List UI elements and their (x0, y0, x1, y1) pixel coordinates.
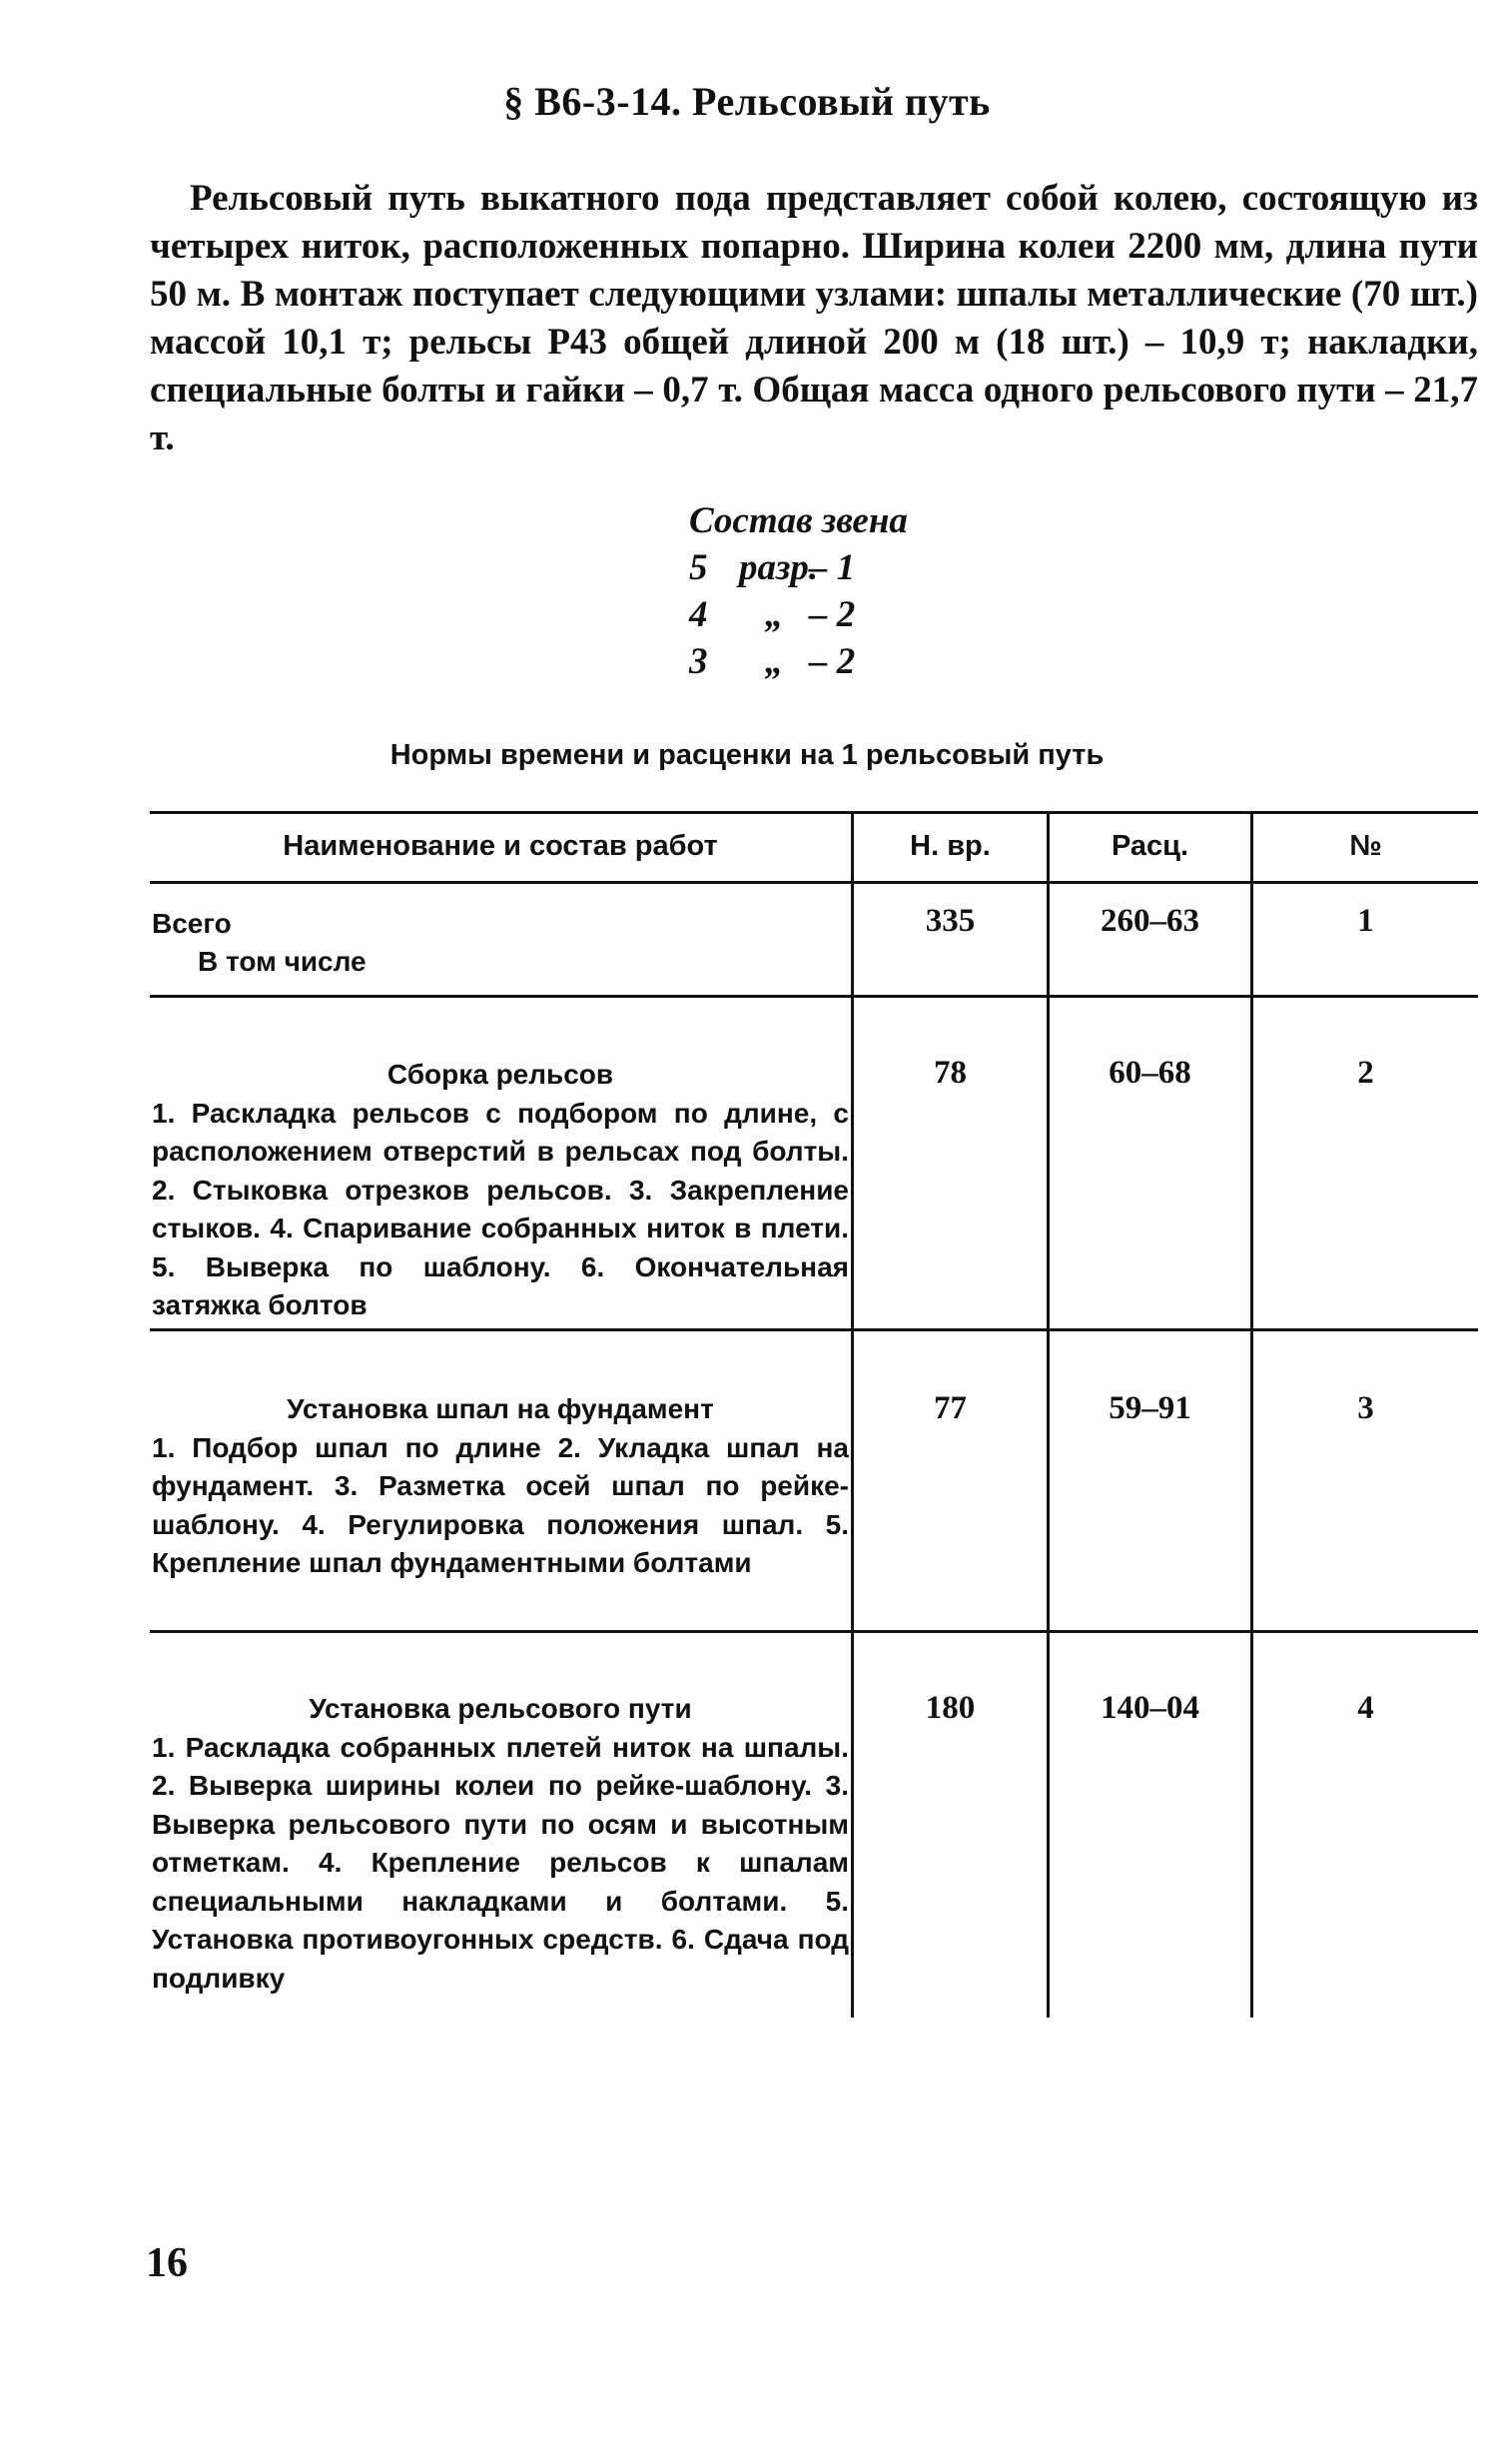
page-number: 16 (146, 2240, 188, 2286)
work-time: 78 (934, 1055, 967, 1091)
crew-level: 4 (689, 594, 708, 635)
total-time: 335 (925, 903, 976, 939)
header-work: Наименование и состав работ (283, 830, 718, 862)
crew-count: – 1 (809, 547, 856, 588)
work-title: Сборка рельсов (386, 1059, 614, 1090)
work-description: 1. Раскладка рельсов с подбором по длине, с расположением отверстий в рельсах под болты. 2. Стыковка отрезков рельсов. 3. Закрепление стыков. 4. Спаривание собранных ниток в плети. 5. Выверка по шаблону. 6. Окончательная затяжка болтов (152, 1097, 849, 1320)
header-rate: Расц. (1111, 830, 1189, 862)
work-description: 1. Раскладка собранных плетей ниток на шпалы. 2. Выверка ширины колеи по рейке-шаблону. 3. Выверка рельсового пути по осям и высотным отметкам. 4. Крепление рельсов к шпалам специальными накладками и болтами. 5. Установка противоугонных средств. 6. Сдача под подливку (152, 1731, 849, 1994)
crew-count: – 2 (809, 594, 856, 635)
crew-count: – 2 (809, 641, 856, 682)
work-rate: 59–91 (1109, 1390, 1191, 1426)
crew-level: 5 (689, 547, 708, 588)
table-rule (150, 1328, 1478, 1331)
intro-paragraph: Рельсовый путь выкатного пода представляет собой колею, состоящую из четырех ниток, расположенных попарно. Ширина колеи 2200 мм, длина пути 50 м. В монтаж поступает следующими узлами: шпалы металлические (70 шт.) массой 10,1 т; рельсы Р43 общей длиной 200 м (18 шт.) – 10,9 т; накладки, специальные болты и гайки – 0,7 т. Общая масса одного рельсового пути – 21,7 т. (150, 178, 1478, 458)
work-item (152, 1690, 849, 1998)
work-number: 4 (1357, 1690, 1374, 1726)
table-rule (150, 1630, 1478, 1633)
section-title: § В6-3-14. Рельсовый путь (503, 79, 991, 124)
crew-row (689, 591, 949, 638)
work-title: Установка шпал на фундамент (287, 1393, 714, 1424)
table-rule (150, 881, 1478, 884)
crew-unit: „ (764, 594, 784, 635)
crew-row (689, 638, 949, 685)
work-time: 180 (925, 1690, 976, 1726)
table-caption: Нормы времени и расценки на 1 рельсовый путь (389, 739, 1105, 771)
work-number: 2 (1357, 1055, 1374, 1091)
table-rule (150, 995, 1478, 998)
work-number: 3 (1357, 1390, 1374, 1426)
work-title: Установка рельсового пути (309, 1693, 692, 1724)
work-item (152, 1056, 849, 1325)
total-number: 1 (1357, 903, 1374, 939)
crew-level: 3 (689, 641, 708, 682)
total-label: Всего (152, 908, 232, 939)
work-time: 77 (934, 1390, 967, 1426)
total-sublabel: В том числе (198, 946, 367, 977)
crew-row (689, 544, 949, 591)
crew-unit: разр. (739, 547, 819, 588)
work-rate: 60–68 (1109, 1055, 1191, 1091)
header-number: № (1349, 830, 1382, 862)
work-rate: 140–04 (1101, 1690, 1199, 1726)
crew-composition (689, 497, 949, 685)
crew-unit: „ (764, 641, 784, 682)
work-description: 1. Подбор шпал по длине 2. Укладка шпал на фундамент. 3. Разметка осей шпал по рейке-шаблону. 4. Регулировка положения шпал. 5. Крепление шпал фундаментными болтами (152, 1431, 849, 1578)
crew-title: Состав звена (689, 500, 908, 541)
header-time: Н. вр. (910, 830, 991, 862)
work-item (152, 1390, 849, 1583)
total-rate: 260–63 (1101, 903, 1199, 939)
